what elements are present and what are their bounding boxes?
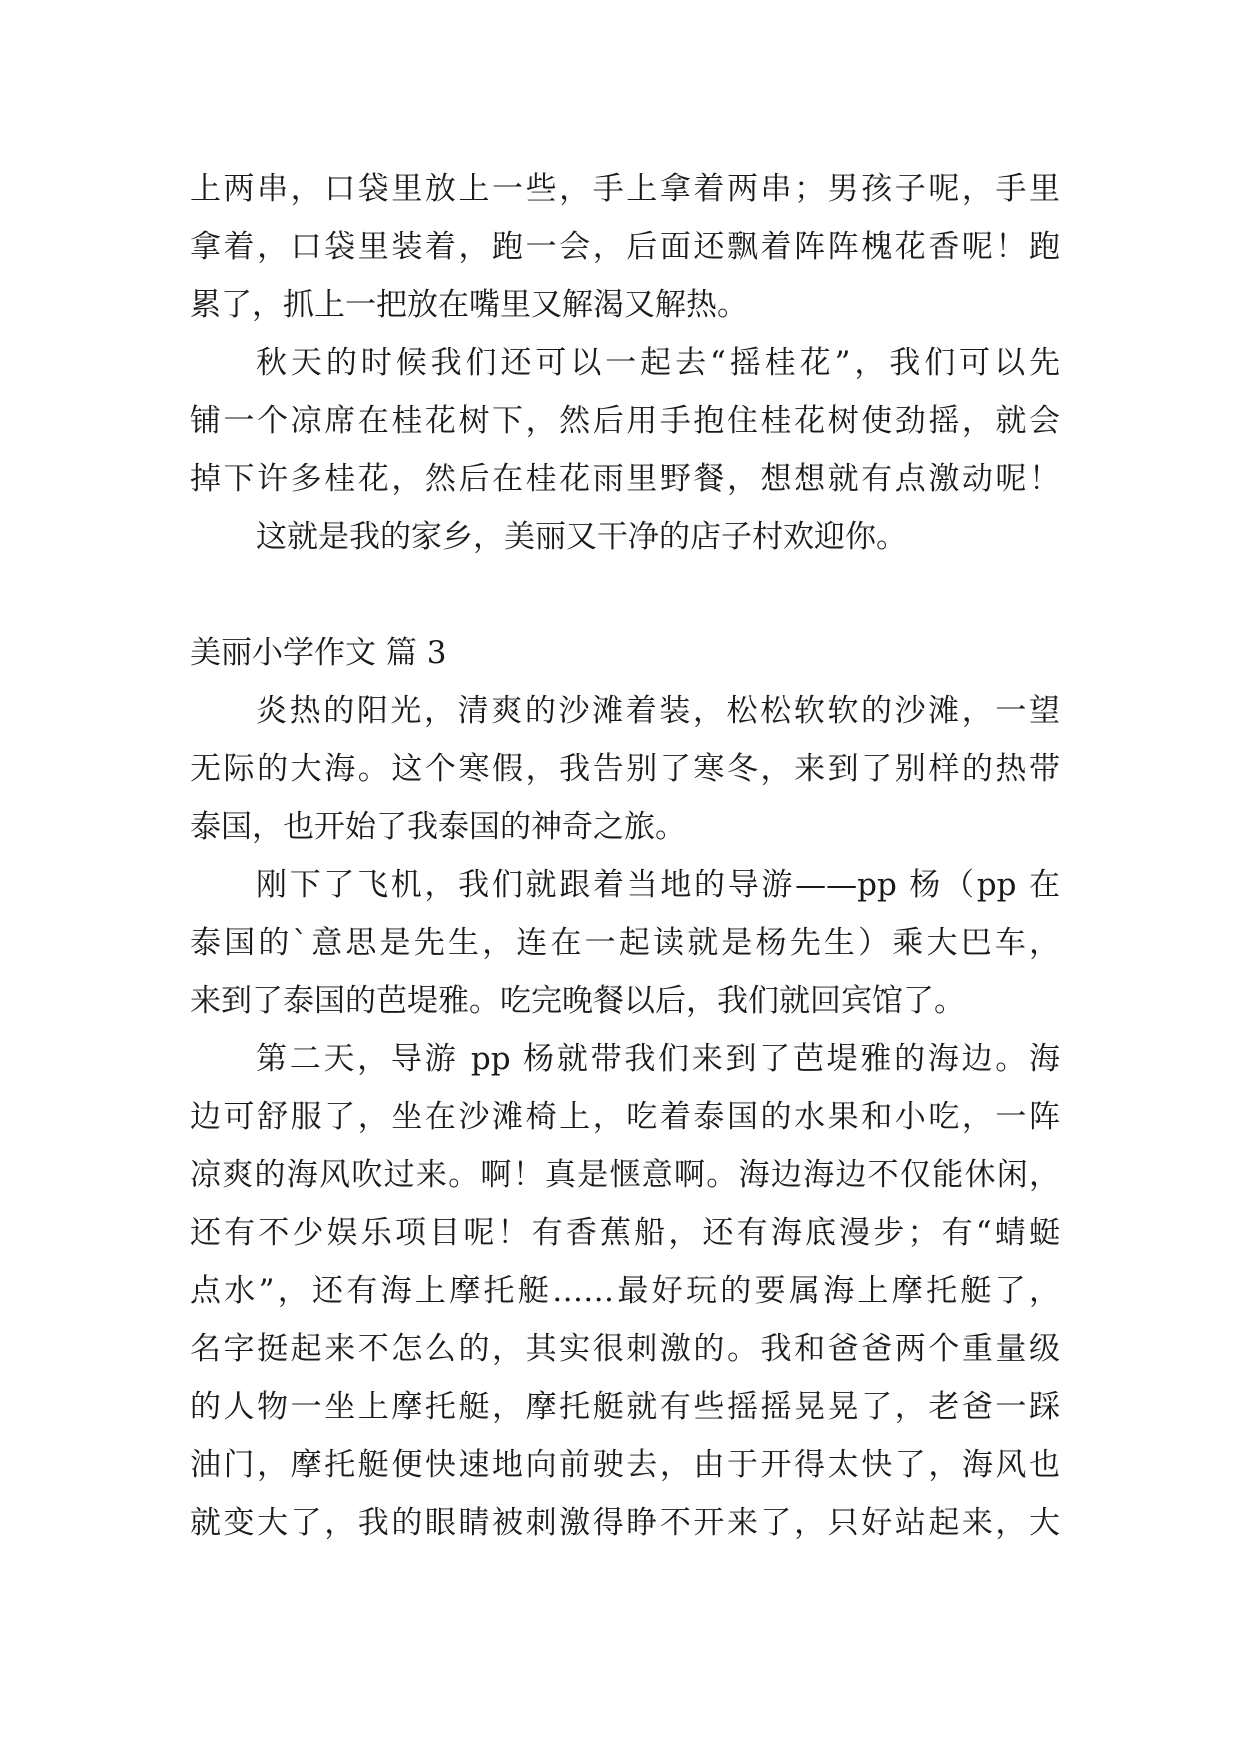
paragraph bbox=[190, 1030, 1060, 1552]
text-line: 掉下许多桂花，然后在桂花雨里野餐，想想就有点激动呢！ bbox=[190, 461, 1060, 497]
text-line: 的人物一坐上摩托艇，摩托艇就有些摇摇晃晃了，老爸一踩 bbox=[190, 1389, 1060, 1425]
text-line: 刚下了飞机，我们就跟着当地的导游——pp 杨（pp 在 bbox=[256, 867, 1060, 903]
text-line: 铺一个凉席在桂花树下，然后用手抱住桂花树使劲摇，就会 bbox=[190, 403, 1060, 439]
text-line: 边可舒服了，坐在沙滩椅上，吃着泰国的水果和小吃，一阵 bbox=[190, 1099, 1060, 1135]
text-line: 凉爽的海风吹过来。啊！真是惬意啊。海边海边不仅能休闲， bbox=[190, 1157, 1060, 1193]
text-line: 这就是我的家乡，美丽又干净的店子村欢迎你。 bbox=[256, 519, 907, 555]
text-line: 累了，抓上一把放在嘴里又解渴又解热。 bbox=[190, 287, 748, 323]
text-line: 无际的大海。这个寒假，我告别了寒冬，来到了别样的热带 bbox=[190, 751, 1060, 787]
text-line: 炎热的阳光，清爽的沙滩着装，松松软软的沙滩，一望 bbox=[256, 693, 1060, 729]
document-body bbox=[190, 160, 1060, 1552]
paragraph bbox=[190, 160, 1060, 334]
text-line: 油门，摩托艇便快速地向前驶去，由于开得太快了，海风也 bbox=[190, 1447, 1060, 1483]
paragraph bbox=[190, 334, 1060, 508]
text-line: 上两串，口袋里放上一些，手上拿着两串；男孩子呢，手里 bbox=[190, 171, 1060, 207]
paragraph bbox=[190, 856, 1060, 1030]
text-line: 来到了泰国的芭堤雅。吃完晚餐以后，我们就回宾馆了。 bbox=[190, 983, 965, 1019]
text-line: 名字挺起来不怎么的，其实很刺激的。我和爸爸两个重量级 bbox=[190, 1331, 1060, 1367]
text-line: 泰国的`意思是先生，连在一起读就是杨先生）乘大巴车， bbox=[190, 925, 1060, 961]
text-line: 拿着，口袋里装着，跑一会，后面还飘着阵阵槐花香呢！跑 bbox=[190, 229, 1060, 265]
text-line: 点水”，还有海上摩托艇……最好玩的要属海上摩托艇了， bbox=[190, 1273, 1060, 1309]
paragraph bbox=[190, 682, 1060, 856]
text-line: 还有不少娱乐项目呢！有香蕉船，还有海底漫步；有“蜻蜓 bbox=[190, 1215, 1060, 1251]
section-heading: 美丽小学作文 篇 3 bbox=[190, 635, 447, 671]
text-line: 秋天的时候我们还可以一起去“摇桂花”，我们可以先 bbox=[256, 345, 1060, 381]
paragraph bbox=[190, 508, 1060, 566]
text-line: 第二天，导游 pp 杨就带我们来到了芭堤雅的海边。海 bbox=[256, 1041, 1060, 1077]
text-line: 就变大了，我的眼睛被刺激得睁不开来了，只好站起来，大 bbox=[190, 1505, 1060, 1541]
text-line: 泰国，也开始了我泰国的神奇之旅。 bbox=[190, 809, 686, 845]
